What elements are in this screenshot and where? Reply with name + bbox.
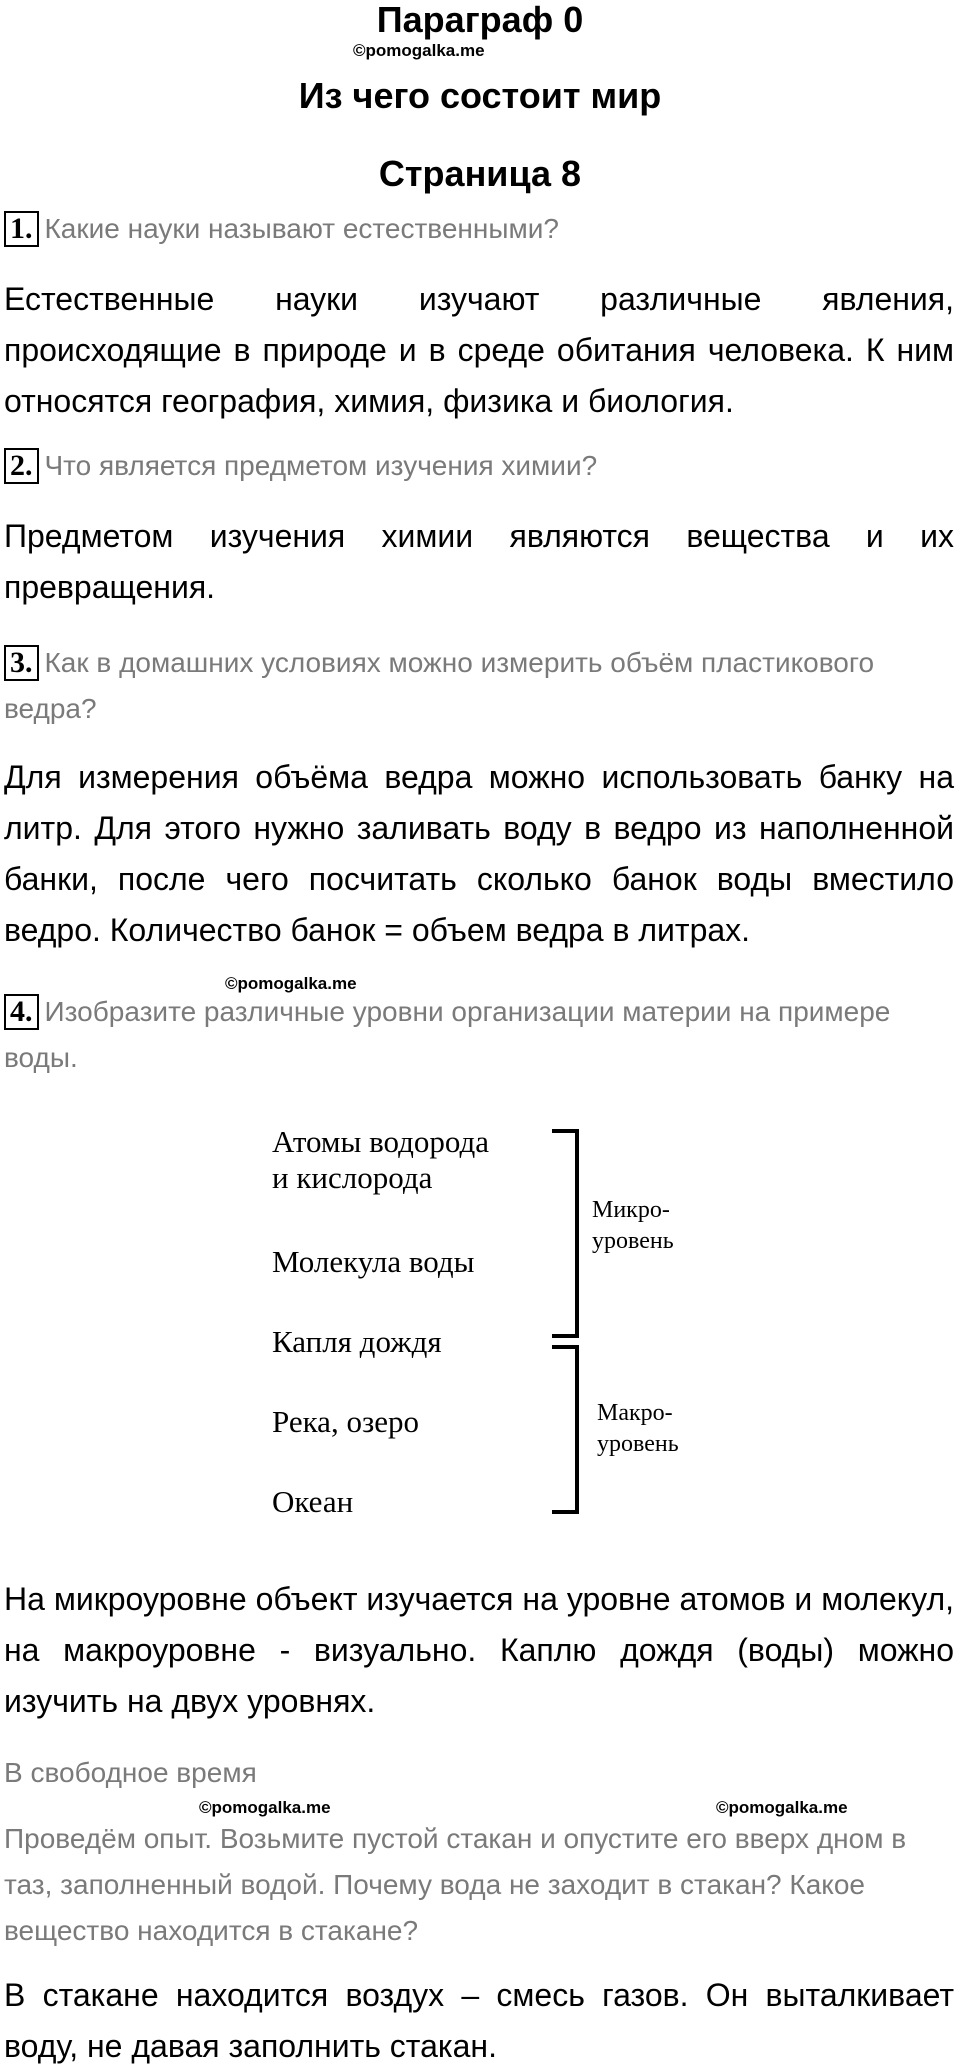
macro-bracket xyxy=(552,1347,577,1512)
diagram-item-molecule: Молекула воды xyxy=(272,1244,475,1279)
question-text: Какие науки называют естественными? xyxy=(44,213,559,244)
diagram-item-ocean: Океан xyxy=(272,1484,354,1519)
page-title: Страница 8 xyxy=(378,153,582,194)
question-number: 3. xyxy=(4,645,39,681)
diagram-item-river: Река, озеро xyxy=(272,1404,419,1439)
macro-level-label: Макро- уровень xyxy=(597,1400,679,1457)
diagram-item-atoms: Атомы водорода и кислорода xyxy=(272,1124,490,1195)
answer-1: Естественные науки изучают различные явления, происходящие в природе и в среде обитания человека. К ним относятся география, химия, физика и биология. xyxy=(4,281,954,419)
answer-4: На микроуровне объект изучается на уровне атомов и молекул, на макроуровне - визуально. Каплю дождя (воды) можно изучить на двух уровнях. xyxy=(4,1581,954,1719)
answer-2: Предметом изучения химии являются вещества и их превращения. xyxy=(4,518,954,605)
question-number: 2. xyxy=(4,448,39,484)
watermark: ©pomogalka.me xyxy=(225,974,357,993)
diagram-item-raindrop: Капля дождя xyxy=(272,1324,442,1359)
question-text: Изобразите различные уровни организации материи на примере воды. xyxy=(4,996,891,1073)
watermark: ©pomogalka.me xyxy=(199,1798,331,1817)
topic-title: Из чего состоит мир xyxy=(298,75,662,116)
free-time-heading: В свободное время xyxy=(4,1757,257,1788)
question-text: Как в домашних условиях можно измерить объём пластикового ведра? xyxy=(4,647,875,724)
paragraph-title: Параграф 0 xyxy=(376,0,584,40)
free-time-task: Проведём опыт. Возьмите пустой стакан и опустите его вверх дном в таз, заполненный водой. Почему вода не заходит в стакан? Какое вещество находится в стакане? xyxy=(4,1823,907,1946)
watermark: ©pomogalka.me xyxy=(716,1798,848,1817)
watermark: ©pomogalka.me xyxy=(353,41,485,60)
answer-3: Для измерения объёма ведра можно использовать банку на литр. Для этого нужно заливать воду в ведро из наполненной банки, после чего посчитать сколько банок воды вместило ведро. Количество банок = объем ведра в литрах. xyxy=(4,759,954,948)
question-number: 1. xyxy=(4,211,39,247)
question-text: Что является предметом изучения химии? xyxy=(44,450,598,481)
micro-level-label: Микро- уровень xyxy=(592,1197,674,1254)
question-number: 4. xyxy=(4,994,39,1030)
micro-bracket xyxy=(552,1131,577,1336)
free-time-answer: В стакане находится воздух – смесь газов. Он выталкивает воду, не давая заполнить стакан. xyxy=(4,1977,954,2064)
